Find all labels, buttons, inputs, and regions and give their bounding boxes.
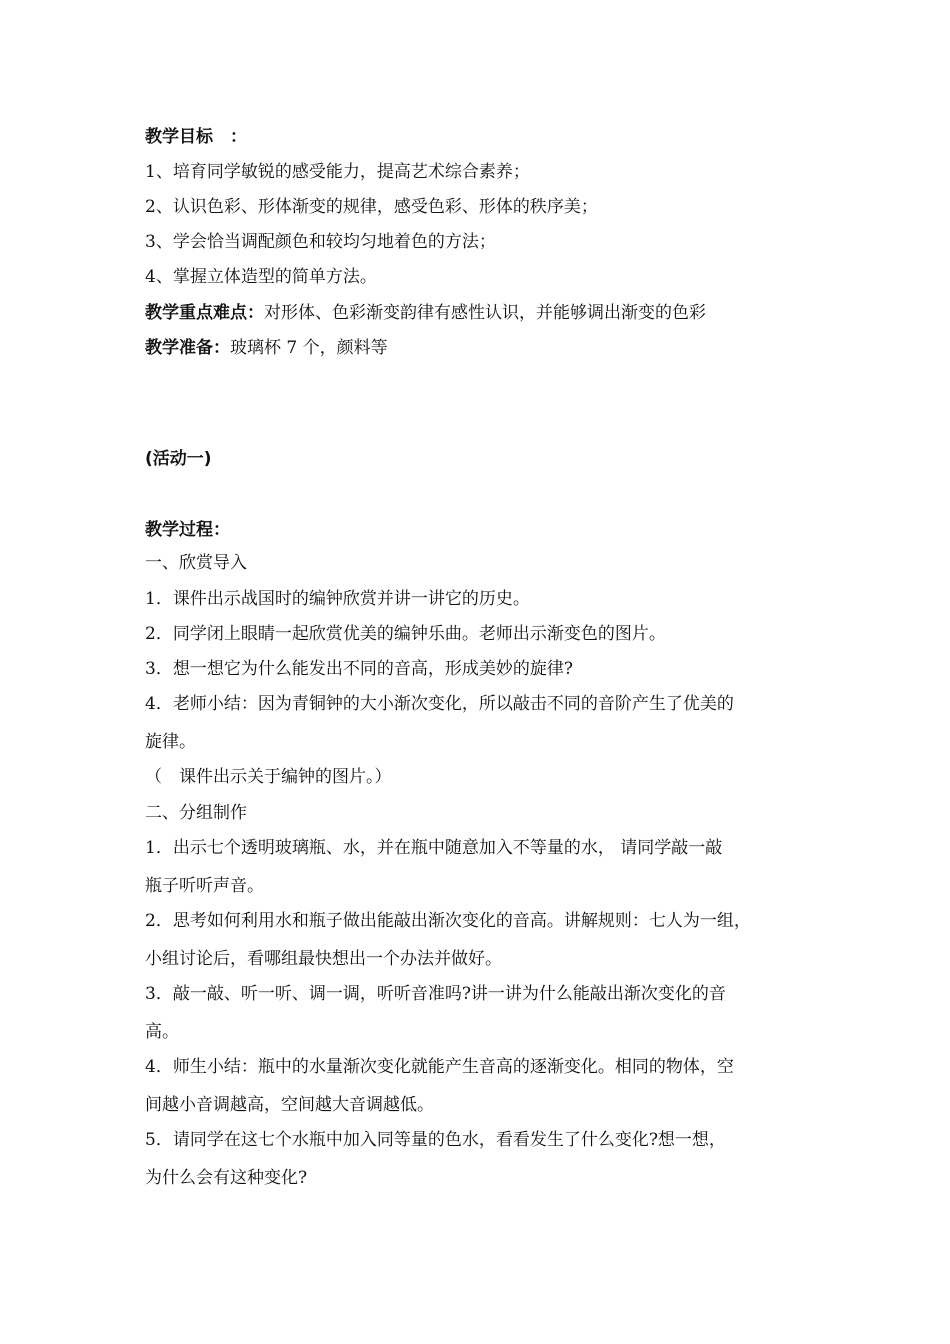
key-points-row	[145, 302, 825, 324]
section2-line-4: 小组讨论后，看哪组最快想出一个办法并做好。	[145, 949, 502, 969]
objective-item-4: 4、掌握立体造型的简单方法。	[145, 267, 377, 287]
section2-line-7: 4．师生小结：瓶中的水量渐次变化就能产生音高的逐渐变化。相同的物体，空	[145, 1057, 734, 1077]
section2-line-5: 3．敲一敲、听一听、调一调，听听音准吗?讲一讲为什么能敲出渐次变化的音	[145, 984, 726, 1004]
process-heading: 教学过程：	[145, 520, 230, 540]
section2-line-6: 高。	[145, 1022, 179, 1042]
section1-line-3: 3．想一想它为什么能发出不同的音高，形成美妙的旋律?	[145, 659, 573, 679]
section1-line-1: 1．课件出示战国时的编钟欣赏并讲一讲它的历史。	[145, 589, 530, 609]
section2-line-9: 5．请同学在这七个水瓶中加入同等量的色水，看看发生了什么变化?想一想，	[145, 1130, 726, 1150]
section2-line-2: 瓶子听听声音。	[145, 876, 264, 896]
section2-line-8: 间越小音调越高，空间越大音调越低。	[145, 1095, 434, 1115]
key-points-label: 教学重点难点：	[145, 303, 264, 323]
preparation-text: 玻璃杯 7 个，颜料等	[230, 338, 388, 358]
objectives-heading: 教学目标 ：	[145, 127, 247, 147]
section1-line-2: 2．同学闭上眼睛一起欣赏优美的编钟乐曲。老师出示渐变色的图片。	[145, 624, 666, 644]
section1-title: 一、欣赏导入	[145, 553, 247, 573]
section2-line-3: 2．思考如何利用水和瓶子做出能敲出渐次变化的音高。讲解规则：七人为一组，	[145, 911, 751, 931]
preparation-row	[145, 337, 825, 359]
preparation-label: 教学准备：	[145, 338, 230, 358]
key-points-text: 对形体、色彩渐变韵律有感性认识，并能够调出渐变的色彩	[264, 303, 706, 323]
section1-line-6: （ 课件出示关于编钟的图片。）	[145, 767, 392, 787]
activity-title: (活动一)	[145, 449, 212, 469]
objective-item-3: 3、学会恰当调配颜色和较均匀地着色的方法；	[145, 232, 496, 252]
objective-item-1: 1、培育同学敏锐的感受能力，提高艺术综合素养；	[145, 162, 530, 182]
section2-title: 二、分组制作	[145, 803, 247, 823]
section1-line-4: 4．老师小结：因为青铜钟的大小渐次变化，所以敲击不同的音阶产生了优美的	[145, 694, 734, 714]
objective-item-2: 2、认识色彩、形体渐变的规律，感受色彩、形体的秩序美；	[145, 197, 598, 217]
section2-line-10: 为什么会有这种变化?	[145, 1168, 308, 1188]
section2-line-1: 1．出示七个透明玻璃瓶、水，并在瓶中随意加入不等量的水， 请同学敲一敲	[145, 838, 723, 858]
section1-line-5: 旋律。	[145, 732, 196, 752]
